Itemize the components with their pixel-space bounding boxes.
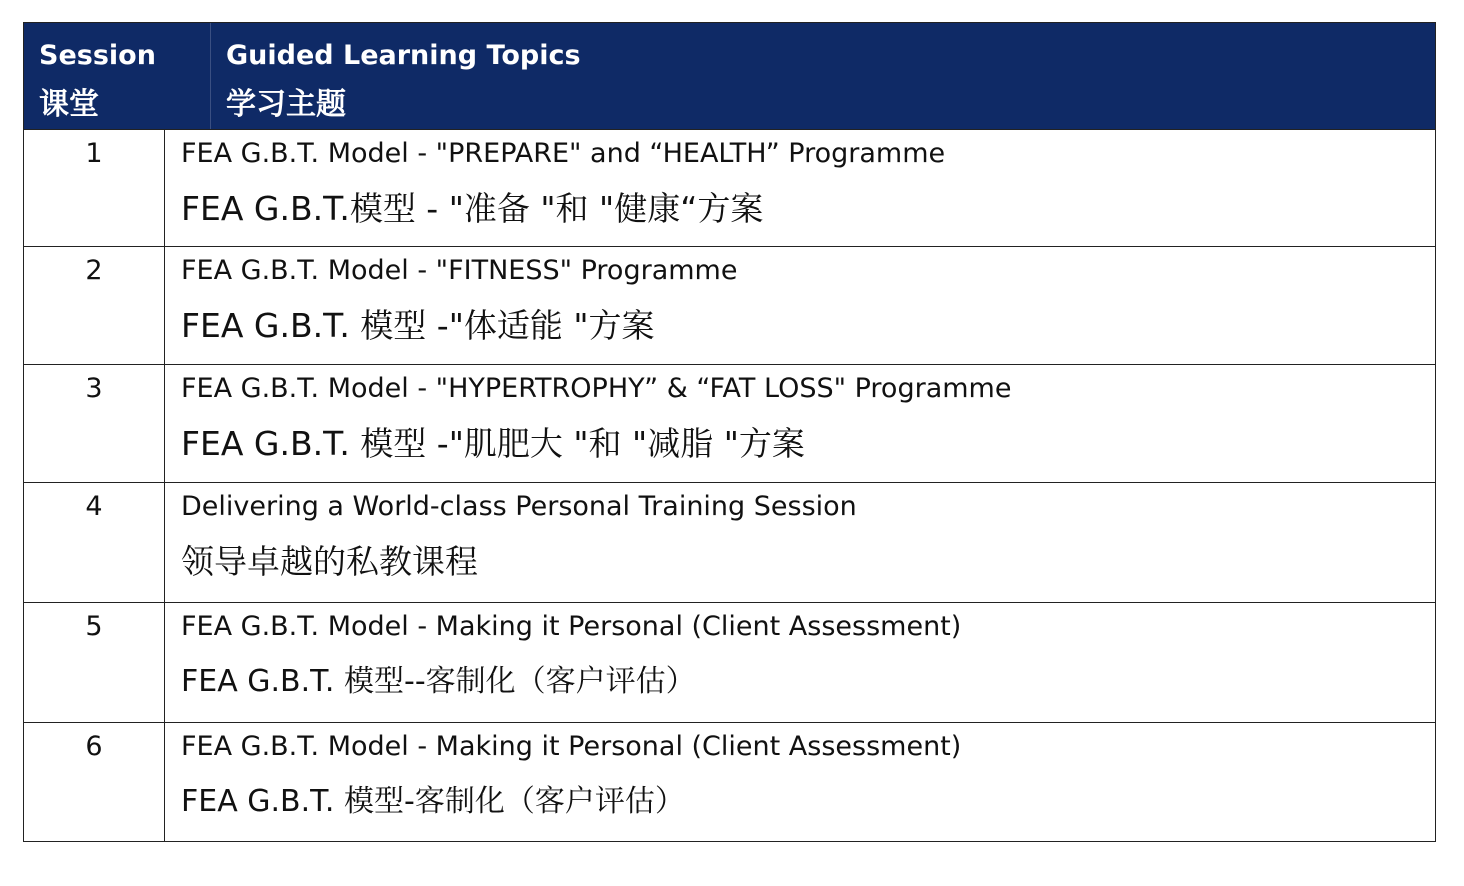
column-divider: [164, 483, 165, 602]
topic-en: FEA G.B.T. Model - "HYPERTROPHY” & “FAT LOSS" Programme: [181, 373, 1012, 404]
header-session-en: Session: [39, 40, 156, 71]
column-divider: [164, 603, 165, 722]
column-divider: [164, 365, 165, 482]
column-divider: [164, 723, 165, 841]
table-row: [24, 365, 1435, 483]
topic-zh: FEA G.B.T.模型 - "准备 "和 "健康“方案: [181, 189, 764, 228]
header-session: [39, 31, 156, 129]
topic-en: Delivering a World-class Personal Training Session: [181, 491, 857, 522]
header-divider: [210, 23, 211, 129]
session-number: 1: [85, 138, 103, 169]
session-number: 5: [85, 611, 103, 642]
topic-en: FEA G.B.T. Model - Making it Personal (Client Assessment): [181, 611, 962, 642]
header-session-zh: 课堂: [39, 87, 99, 122]
table-row: [24, 247, 1435, 365]
table-row: [24, 723, 1435, 841]
table-row: [24, 603, 1435, 723]
table-row: [24, 130, 1435, 247]
column-divider: [164, 130, 165, 246]
header-topics-en: Guided Learning Topics: [226, 40, 581, 71]
session-number: 3: [85, 373, 103, 404]
course-table: [23, 22, 1436, 842]
table-header: [24, 23, 1435, 130]
table-row: [24, 483, 1435, 603]
topic-zh: FEA G.B.T. 模型--客制化（客户评估）: [181, 664, 696, 699]
session-number: 4: [85, 491, 103, 522]
header-topics: [226, 31, 581, 129]
column-divider: [164, 247, 165, 364]
topic-zh: FEA G.B.T. 模型 -"肌肥大 "和 "减脂 "方案: [181, 424, 805, 463]
session-number: 6: [85, 731, 103, 762]
topic-en: FEA G.B.T. Model - "FITNESS" Programme: [181, 255, 738, 286]
header-topics-zh: 学习主题: [226, 87, 346, 122]
topic-zh: FEA G.B.T. 模型 -"体适能 "方案: [181, 306, 655, 345]
topic-en: FEA G.B.T. Model - "PREPARE" and “HEALTH” Programme: [181, 138, 946, 169]
session-number: 2: [85, 255, 103, 286]
topic-zh: FEA G.B.T. 模型-客制化（客户评估）: [181, 784, 685, 819]
topic-zh: 领导卓越的私教课程: [181, 542, 478, 581]
topic-en: FEA G.B.T. Model - Making it Personal (Client Assessment): [181, 731, 962, 762]
